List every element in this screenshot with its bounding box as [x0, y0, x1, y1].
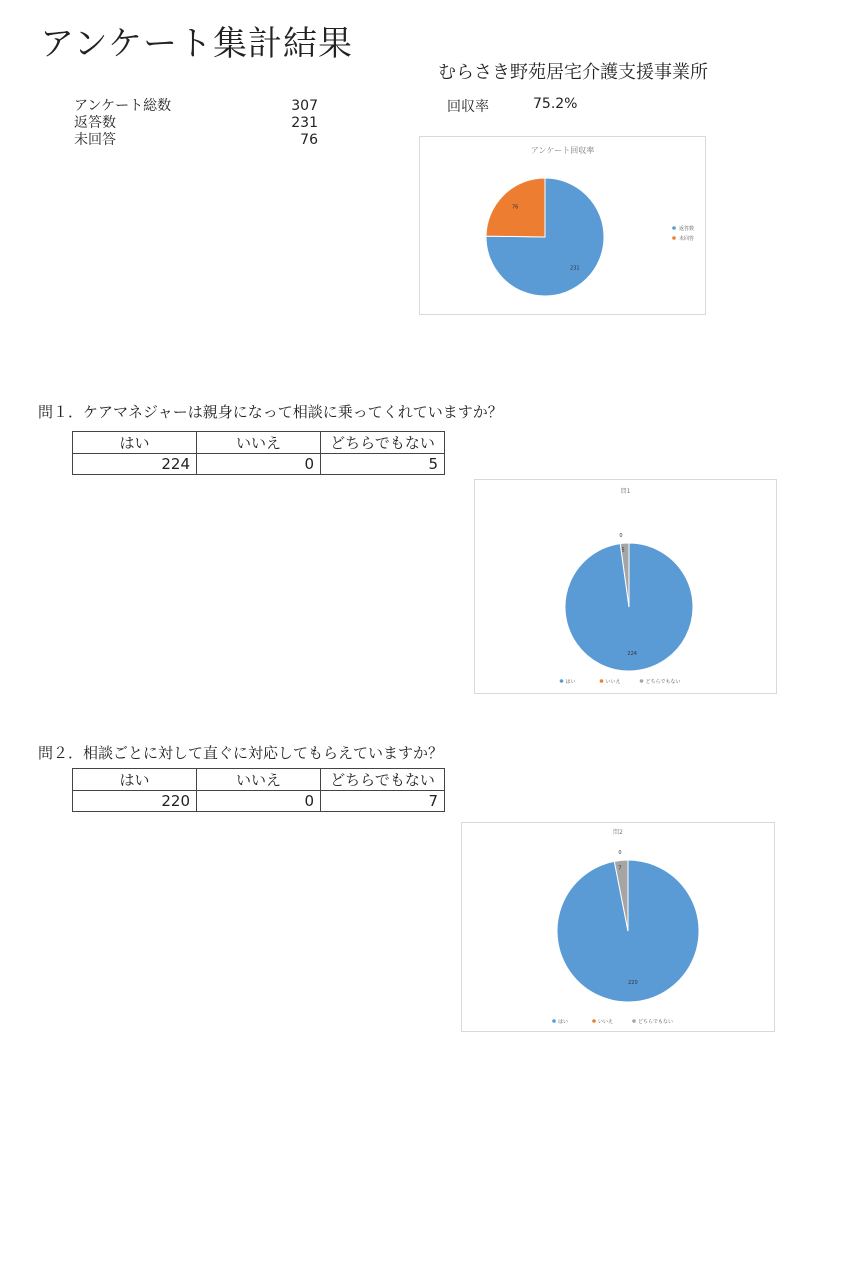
summary-value-total: 307: [291, 98, 318, 114]
chart-collection-rate: [419, 136, 706, 315]
data-label-2: 76: [512, 204, 519, 211]
table-value-cell: 7: [321, 791, 445, 812]
chart-title: 問2: [613, 829, 623, 836]
data-label-3: 7: [618, 865, 622, 872]
chart-title: アンケート回収率: [530, 146, 595, 155]
question-2-text: 問２．相談ごとに対して直ぐに対応してもらえていますか？: [38, 744, 444, 762]
legend-label-2: いいえ: [598, 1019, 614, 1025]
chart-title: 問1: [620, 488, 631, 495]
legend-marker-2: [600, 679, 604, 683]
data-label-2: 0: [618, 850, 622, 856]
summary-label-responses: 返答数: [74, 115, 116, 131]
question-2-table: [72, 768, 445, 812]
table-value-cell: 0: [197, 791, 321, 812]
summary-label-total: アンケート総数: [74, 98, 172, 114]
table-value-cell: 224: [73, 454, 197, 475]
collection-rate-label: 回収率: [447, 99, 489, 115]
organization-name: むらさき野苑居宅介護支援事業所: [438, 62, 708, 83]
legend-marker-2: [672, 236, 676, 240]
page-title: アンケート集計結果: [40, 24, 353, 64]
legend-label-3: どちらでもない: [645, 679, 681, 685]
chart-question-2-svg: [462, 823, 774, 1031]
data-label-1: 224: [627, 651, 637, 657]
table-header-cell: どちらでもない: [321, 432, 445, 454]
table-header-cell: はい: [73, 769, 197, 791]
table-header-cell: いいえ: [197, 432, 321, 454]
table-header-cell: はい: [73, 432, 197, 454]
table-row: [73, 769, 445, 791]
table-row: [73, 432, 445, 454]
table-row: [73, 454, 445, 475]
question-1-text: 問１．ケアマネジャーは親身になって相談に乗ってくれていますか？: [38, 403, 503, 421]
summary-value-responses: 231: [291, 115, 318, 131]
summary-label-unanswered: 未回答: [74, 132, 116, 148]
legend-marker-2: [592, 1019, 596, 1023]
table-value-cell: 0: [197, 454, 321, 475]
legend-marker-1: [560, 679, 564, 683]
data-label-2: 0: [619, 533, 623, 539]
legend-label-1: 返答数: [679, 226, 695, 232]
table-header-cell: いいえ: [197, 769, 321, 791]
legend-marker-1: [672, 226, 676, 230]
chart-collection-rate-svg: [420, 137, 705, 314]
table-value-cell: 5: [321, 454, 445, 475]
legend-label-2: いいえ: [605, 679, 621, 685]
data-label-3: 5: [621, 547, 625, 554]
legend-label-1: はい: [565, 679, 576, 685]
question-1-table: [72, 431, 445, 475]
legend-label-1: はい: [558, 1019, 569, 1025]
table-value-cell: 220: [73, 791, 197, 812]
data-label-1: 231: [570, 265, 580, 272]
legend-marker-1: [552, 1019, 556, 1023]
chart-question-1: [474, 479, 777, 694]
chart-question-1-svg: [475, 480, 776, 693]
data-label-1: 220: [628, 979, 638, 986]
legend-label-2: 未回答: [679, 236, 695, 242]
table-header-cell: どちらでもない: [321, 769, 445, 791]
legend-marker-3: [640, 679, 644, 683]
collection-rate-value: 75.2%: [533, 96, 578, 112]
legend-marker-3: [632, 1019, 636, 1023]
summary-value-unanswered: 76: [300, 132, 318, 148]
chart-question-2: [461, 822, 775, 1032]
table-row: [73, 791, 445, 812]
legend-label-3: どちらでもない: [638, 1019, 673, 1025]
